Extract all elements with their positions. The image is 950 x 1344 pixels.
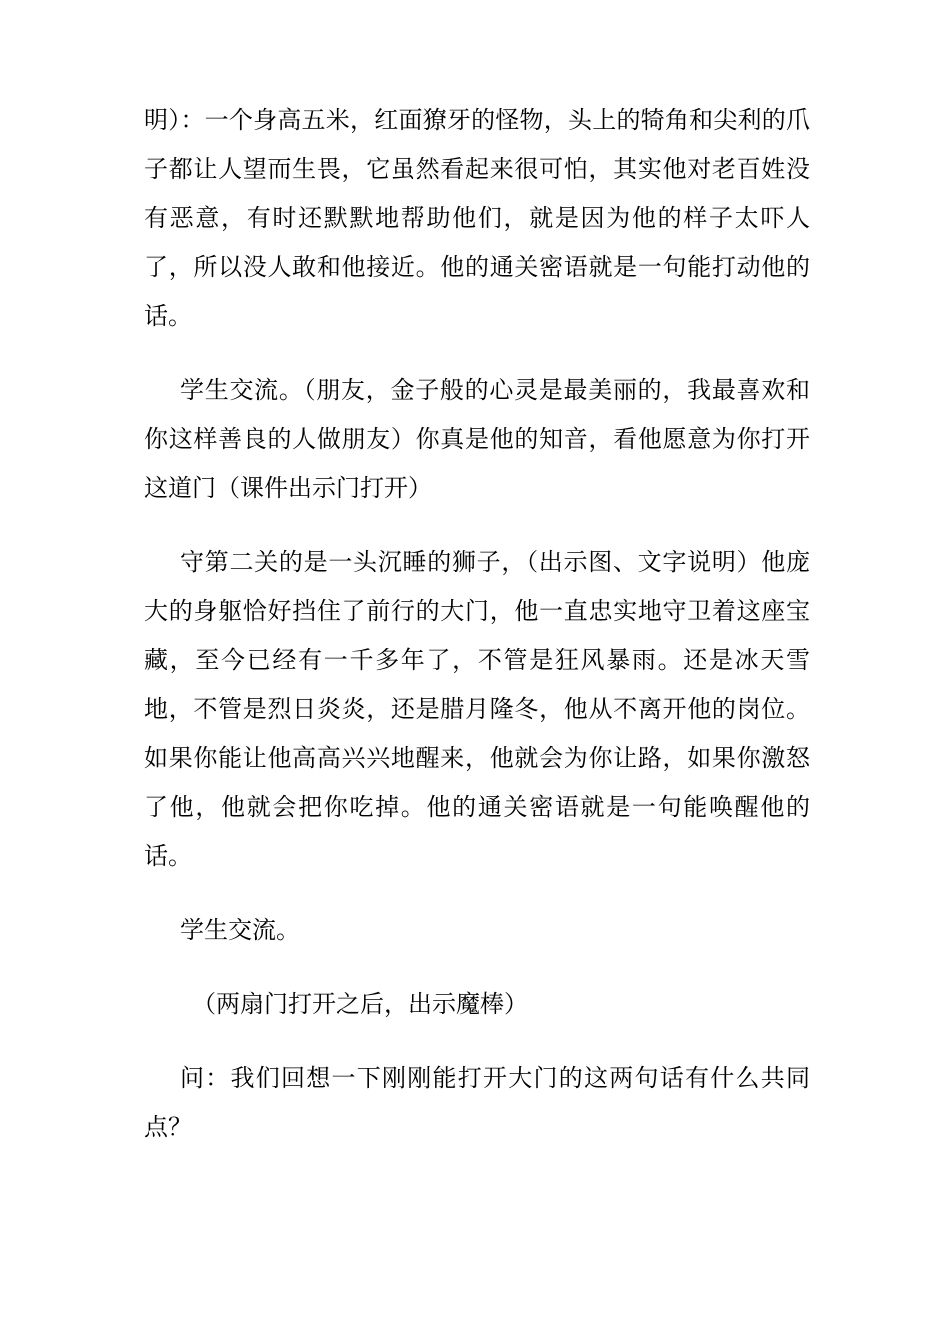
- paragraph-lion-description: 守第二关的是一头沉睡的狮子，（出示图、文字说明）他庞大的身躯恰好挡住了前行的大门，他一直忠实地守卫着这座宝藏，至今已经有一千多年了，不管是狂风暴雨。还是冰天雪地，不管是烈日炎炎，还是腊月隆冬，他从不离开他的岗位。如果你能让他高高兴兴地醒来，他就会为你让路，如果你激怒了他，他就会把你吃掉。他的通关密语就是一句能唤醒他的话。: [144, 548, 810, 870]
- document-body: [144, 96, 810, 1177]
- paragraph-magic-wand-note: （两扇门打开之后，出示魔棒）: [192, 990, 528, 1018]
- paragraph-student-exchange-1: 学生交流。（朋友，金子般的心灵是最美丽的，我最喜欢和你这样善良的人做朋友）你真是他的知音，看他愿意为你打开这道门（课件出示门打开）: [144, 376, 810, 502]
- paragraph-monster-description: 明）：一个身高五米，红面獠牙的怪物，头上的犄角和尖利的爪子都让人望而生畏，它虽然看起来很可怕，其实他对老百姓没有恶意，有时还默默地帮助他们，就是因为他的样子太吓人了，所以没人敢和他接近。他的通关密语就是一句能打动他的话。: [144, 106, 810, 330]
- paragraph-question: 问：我们回想一下刚刚能打开大门的这两句话有什么共同点？: [144, 1064, 810, 1141]
- paragraph-student-exchange-2: 学生交流。: [180, 916, 300, 944]
